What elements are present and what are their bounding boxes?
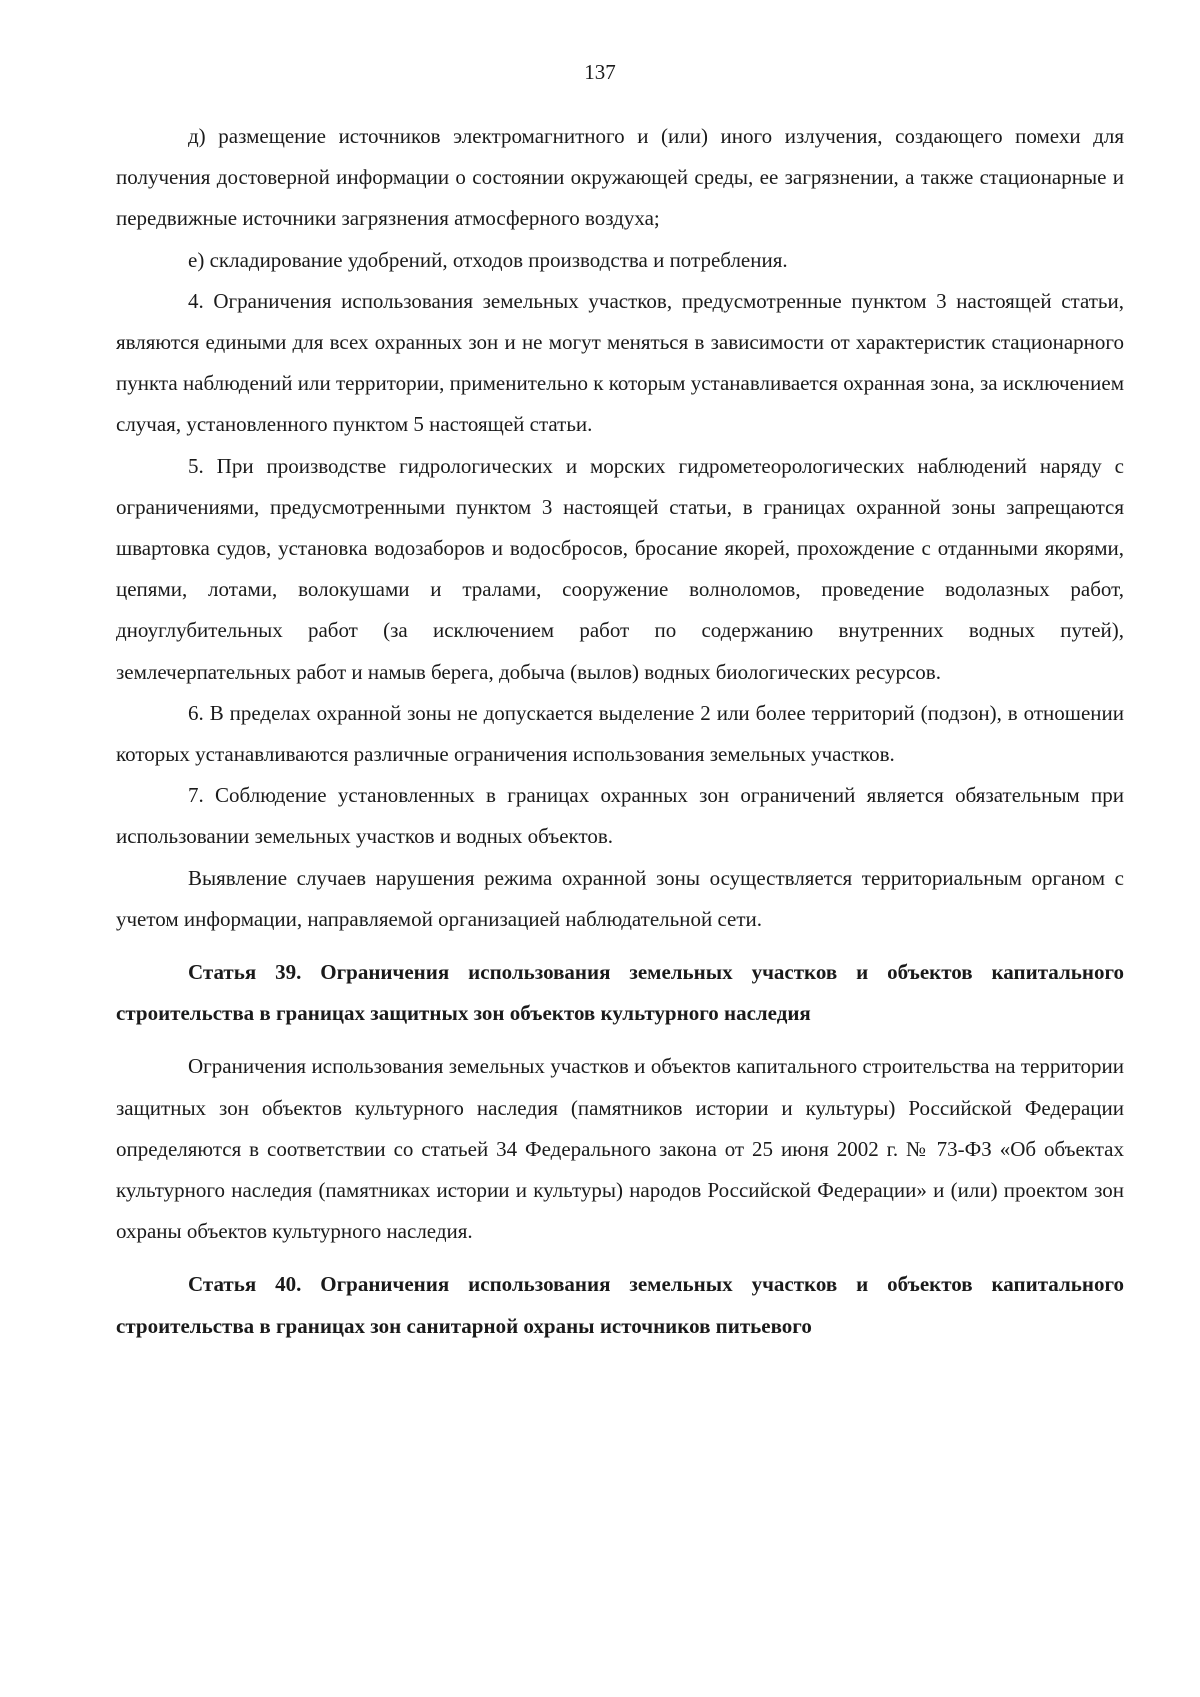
- article-39-text: Ограничения использования земельных участков и объектов капитального строительства на территории защитных зон объектов культурного наследия (памятников истории и культуры) Российской Федерации определяются в соответствии со статьей 34 Федерального закона от 25 июня 2002 г. № 73-ФЗ «Об объектах культурного наследия (памятниках истории и культуры) народов Российской Федерации» и (или) проектом зон охраны объектов культурного наследия.: [116, 1054, 1124, 1244]
- paragraph-d: д) размещение источников электромагнитного и (или) иного излучения, создающего помехи для получения достоверной информации о состоянии окружающей среды, ее загрязнении, а также стационарные и передвижные источники загрязнения атмосферного воздуха;: [116, 124, 1124, 231]
- page-number: 137: [584, 60, 616, 84]
- article-40-heading: Статья 40. Ограничения использования земельных участков и объектов капитального строительства в границах зон санитарной охраны источников питьевого: [116, 1272, 1124, 1338]
- article-39-heading: Статья 39. Ограничения использования земельных участков и объектов капитального строительства в границах защитных зон объектов культурного наследия: [116, 960, 1124, 1026]
- paragraph-5: 5. При производстве гидрологических и морских гидрометеорологических наблюдений наряду с ограничениями, предусмотренными пунктом 3 настоящей статьи, в границах охранной зоны запрещаются швартовка судов, установка водозаборов и водосбросов, бросание якорей, прохождение с отданными якорями, цепями, лотами, волокушами и тралами, сооружение волноломов, проведение водолазных работ, дноуглубительных работ (за исключением работ по содержанию внутренних водных путей), землечерпательных работ и намыв берега, добыча (вылов) водных биологических ресурсов.: [116, 453, 1124, 684]
- document-body: [116, 116, 1124, 1347]
- paragraph-4: 4. Ограничения использования земельных участков, предусмотренные пунктом 3 настоящей статьи, являются едиными для всех охранных зон и не могут меняться в зависимости от характеристик стационарного пункта наблюдений или территории, применительно к которым устанавливается охранная зона, за исключением случая, установленного пунктом 5 настоящей статьи.: [116, 288, 1124, 437]
- paragraph-e: е) складирование удобрений, отходов производства и потребления.: [188, 247, 788, 272]
- paragraph-6: 6. В пределах охранной зоны не допускается выделение 2 или более территорий (подзон), в отношении которых устанавливаются различные ограничения использования земельных участков.: [116, 700, 1124, 767]
- paragraph-7: 7. Соблюдение установленных в границах охранных зон ограничений является обязательным при использовании земельных участков и водных объектов.: [116, 783, 1124, 849]
- paragraph-violations: Выявление случаев нарушения режима охранной зоны осуществляется территориальным органом с учетом информации, направляемой организацией наблюдательной сети.: [116, 865, 1124, 931]
